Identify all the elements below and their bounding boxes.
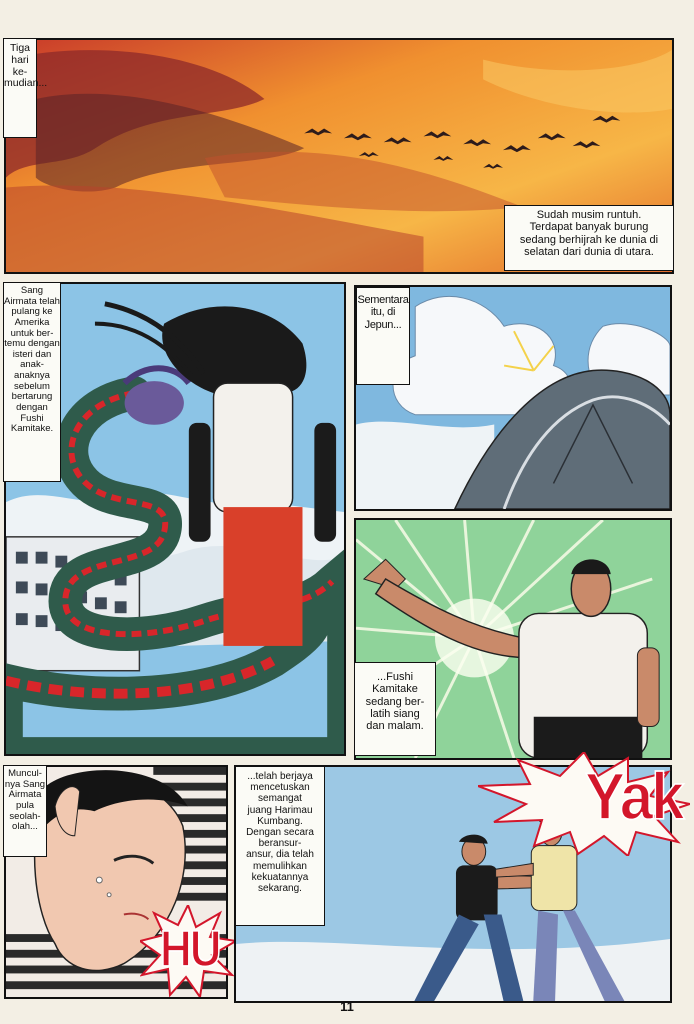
caption-tears-appears: Muncul- nya Sang Airmata pula seolah- olah... — [3, 765, 47, 857]
page-number: 11 — [340, 999, 354, 1014]
caption-fushi-trains: ...Fushi Kamitake sedang ber- latih siang dan malam. — [354, 662, 436, 756]
sfx-yak: Yak — [585, 759, 683, 834]
caption-spirit-awakened: ...telah berjaya mencetuskan semangat juang Harimau Kumbang. Dengan secara beransur- ansur, dia telah memulihkan kekuatannya sekarang. — [235, 766, 325, 926]
caption-tears-returned: Sang Airmata telah pulang ke Amerika untuk ber- temu dengan isteri dan anak- anaknya sebelum bertarung dengan Fushi Kamitake. — [3, 282, 61, 482]
sfx-hu: HU — [160, 921, 220, 978]
caption-autumn-birds: Sudah musim runtuh. Terdapat banyak burung sedang berhijrah ke dunia di selatan dari dunia di utara. — [504, 205, 674, 271]
caption-meanwhile-japan: Sementara itu, di Jepun... — [356, 287, 410, 385]
caption-three-days-later: Tiga hari ke- mudian... — [3, 38, 37, 138]
